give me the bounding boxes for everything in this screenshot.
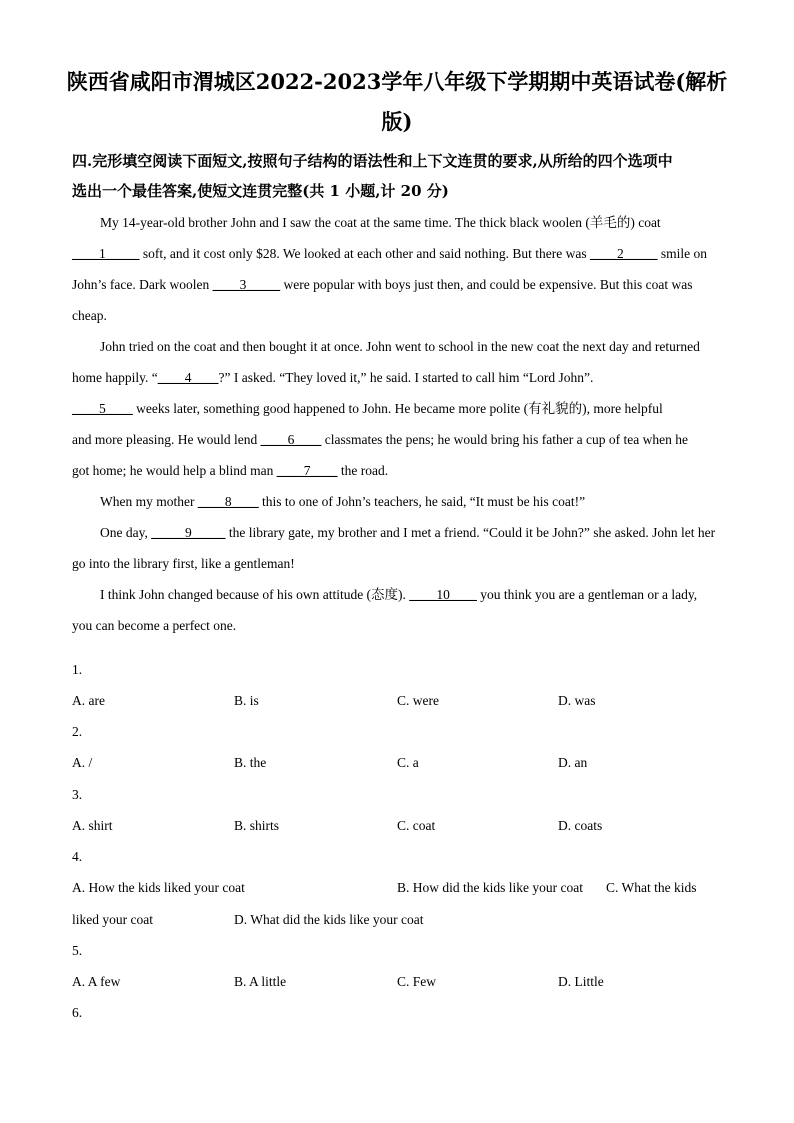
p3-text-a: weeks later, something good happened to John. He became more polite (有礼貌的), more helpful [132, 401, 663, 416]
paragraph-6 [72, 579, 724, 641]
question-3-number: 3. [72, 787, 83, 802]
document-title [60, 62, 734, 142]
paragraph-4 [72, 486, 724, 517]
p6-text-2: you think you are a gentleman or a lady, [476, 587, 698, 602]
blank-5: ____5____ [72, 401, 133, 416]
blank-10: ____10____ [409, 587, 477, 602]
question-5-number: 5. [72, 943, 83, 958]
p1-line-a: My 14-year-old brother John and I saw the coat at the same time. The thick black woolen (羊毛的) coat [100, 215, 661, 230]
q5-option-b[interactable]: B. A little [234, 974, 287, 989]
p3-text-c: got home; he would help a blind man [72, 463, 277, 478]
p3-text-c2: the road. [337, 463, 389, 478]
blank-6: ____6____ [260, 432, 322, 447]
p6-text: I think John changed because of his own attitude (态度). [100, 587, 410, 602]
section-line-1: 四.完形填空阅读下面短文,按照句子结构的语法性和上下文连贯的要求,从所给的四个选项中 [72, 152, 673, 170]
q4-option-a[interactable]: A. How the kids liked your coat [72, 880, 245, 895]
blank-3: ____3_____ [212, 277, 281, 292]
paragraph-5 [72, 517, 724, 579]
p6-line-b: you can become a perfect one. [72, 618, 237, 633]
p2-line-a: John tried on the coat and then bought it at once. John went to school in the new coat the next day and returned [100, 339, 700, 354]
q3-option-b[interactable]: B. shirts [234, 818, 280, 833]
p1-text-b2: smile on [657, 246, 707, 261]
q2-option-b[interactable]: B. the [234, 755, 267, 770]
question-6-number: 6. [72, 1005, 83, 1020]
p1-line-c [72, 269, 724, 300]
q1-option-b[interactable]: B. is [234, 693, 259, 708]
p5-text-2: the library gate, my brother and I met a friend. “Could it be John?” she asked. John let her [225, 525, 716, 540]
question-1-number: 1. [72, 662, 83, 677]
p3-text-b2: classmates the pens; he would bring his father a cup of tea when he [321, 432, 688, 447]
blank-2: ____2_____ [589, 246, 658, 261]
p1-text-b: soft, and it cost only $28. We looked at each other and said nothing. But there was [139, 246, 590, 261]
blank-8: ____8____ [197, 494, 259, 509]
p5-line-b: go into the library first, like a gentleman! [72, 556, 295, 571]
p4-text: When my mother [100, 494, 198, 509]
q4-option-d[interactable]: D. What did the kids like your coat [234, 912, 424, 927]
p5-text: One day, [100, 525, 152, 540]
q5-option-d[interactable]: D. Little [558, 974, 604, 989]
paragraph-1 [72, 207, 724, 331]
title-line-2: 版) [381, 109, 413, 134]
p1-text-c2: were popular with boys just then, and could be expensive. But this coat was [280, 277, 693, 292]
p1-text-c: John’s face. Dark woolen [72, 277, 213, 292]
q3-option-a[interactable]: A. shirt [72, 818, 113, 833]
p1-line-d: cheap. [72, 308, 107, 323]
p2-text-b: home happily. “ [72, 370, 158, 385]
q2-option-a[interactable]: A. / [72, 755, 93, 770]
p3-line-b [72, 424, 724, 455]
p3-text-b: and more pleasing. He would lend [72, 432, 261, 447]
blank-1: ____1_____ [72, 246, 140, 261]
p3-line-c [72, 455, 724, 486]
p2-line-b [72, 362, 724, 393]
p1-line-b [72, 238, 724, 269]
q4-option-b[interactable]: B. How did the kids like your coat [397, 880, 583, 895]
blank-9: _____9_____ [151, 525, 226, 540]
q1-option-a[interactable]: A. are [72, 693, 105, 708]
cloze-passage [72, 207, 724, 641]
q5-option-a[interactable]: A. A few [72, 974, 121, 989]
title-line-1: 陕西省咸阳市渭城区2022-2023学年八年级下学期期中英语试卷(解析 [66, 69, 728, 94]
paragraph-3 [72, 393, 724, 486]
blank-7: ____7____ [276, 463, 338, 478]
q2-option-d[interactable]: D. an [558, 755, 588, 770]
section-line-2: 选出一个最佳答案,使短文连贯完整(共 1 小题,计 20 分) [72, 182, 449, 200]
q2-option-c[interactable]: C. a [397, 755, 419, 770]
p2-text-b2: ?” I asked. “They loved it,” he said. I started to call him “Lord John”. [218, 370, 594, 385]
blank-4: ____4____ [157, 370, 219, 385]
q5-option-c[interactable]: C. Few [397, 974, 437, 989]
q3-option-c[interactable]: C. coat [397, 818, 436, 833]
question-2-number: 2. [72, 724, 83, 739]
p3-line-a [72, 393, 724, 424]
q4-option-c[interactable]: C. What the kids [606, 880, 697, 895]
q1-option-d[interactable]: D. was [558, 693, 596, 708]
question-4-number: 4. [72, 849, 83, 864]
q4-option-c-continued[interactable]: liked your coat [72, 912, 153, 927]
q1-option-c[interactable]: C. were [397, 693, 439, 708]
paragraph-2 [72, 331, 724, 393]
q3-option-d[interactable]: D. coats [558, 818, 603, 833]
section-instructions [72, 146, 724, 206]
p4-text-2: this to one of John’s teachers, he said, “It must be his coat!” [258, 494, 586, 509]
